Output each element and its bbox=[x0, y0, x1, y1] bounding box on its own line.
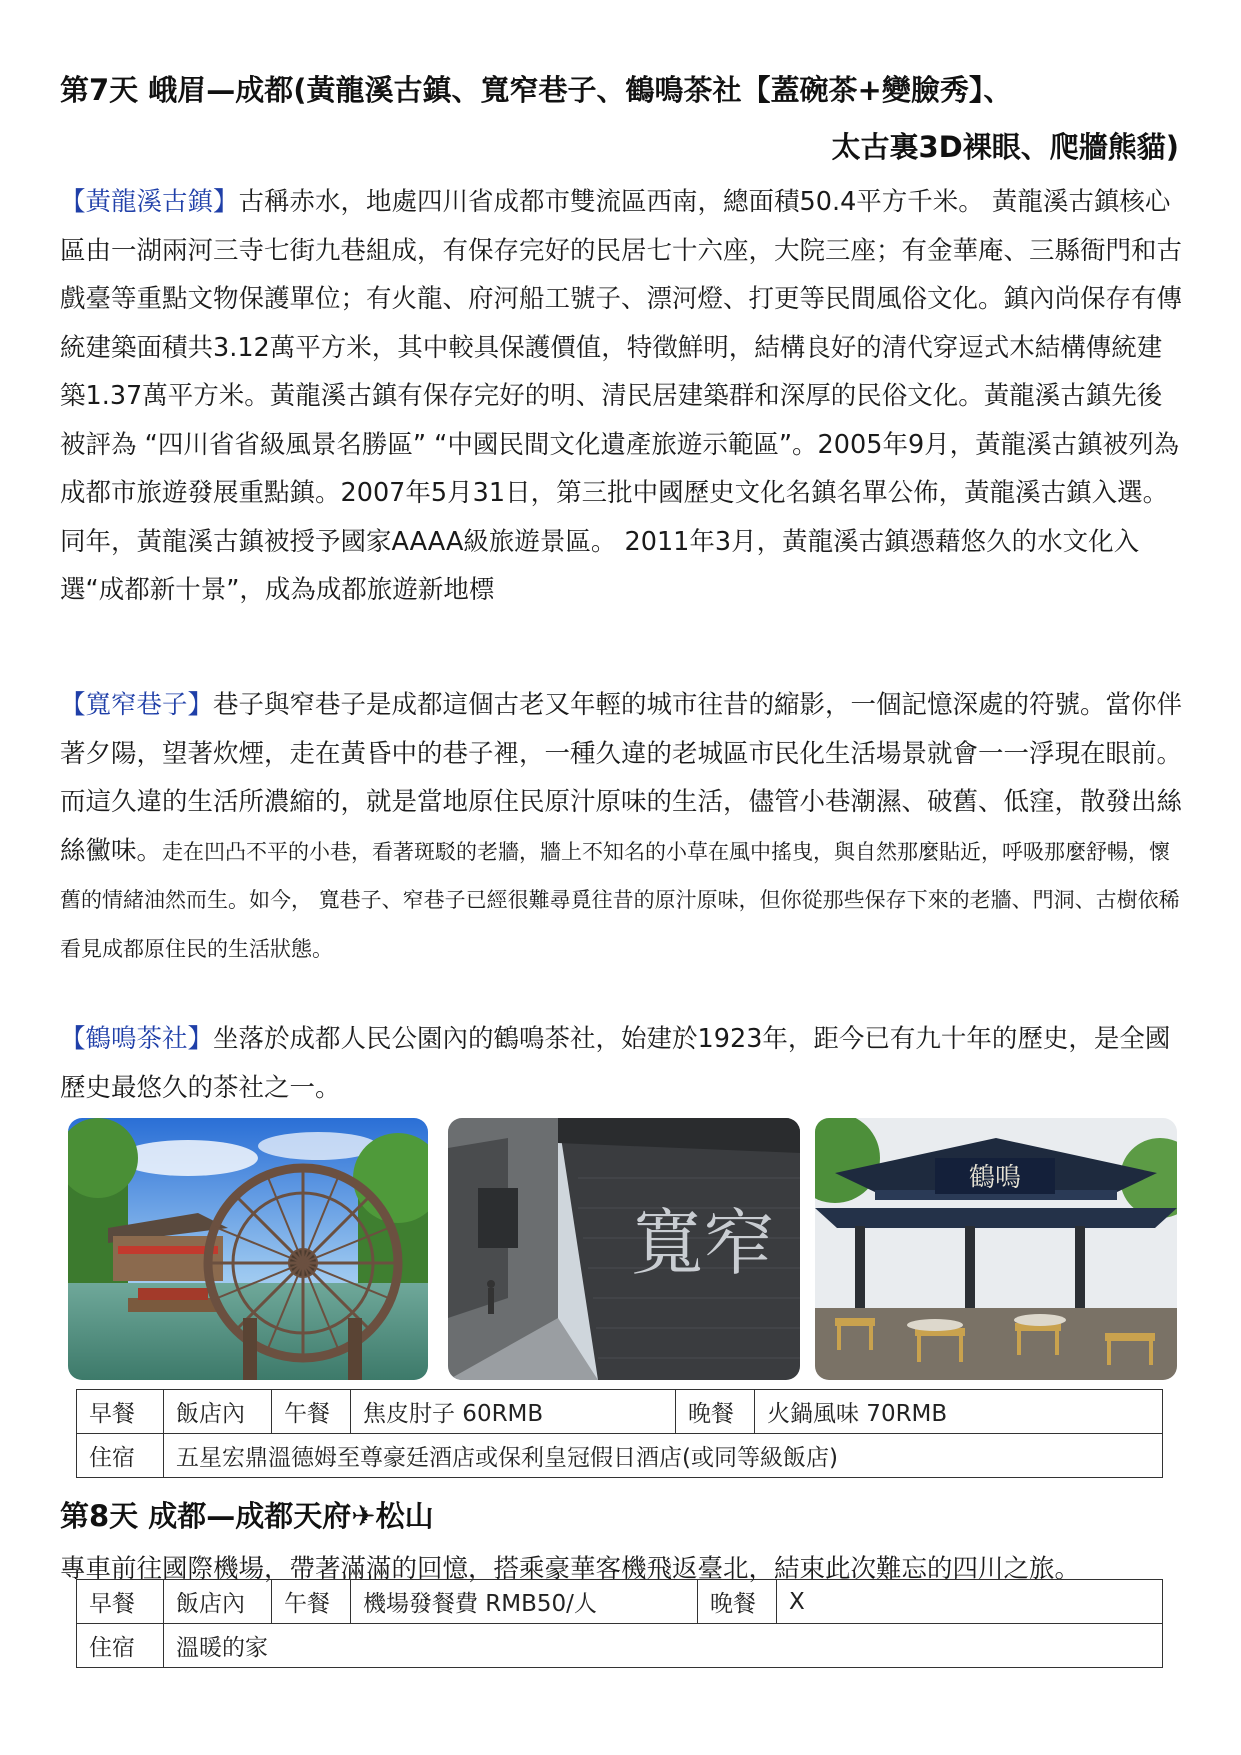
hotel-label: 住宿 bbox=[77, 1624, 164, 1668]
wall-calligraphy: 寬窄 bbox=[630, 1201, 776, 1285]
dinner-label: 晚餐 bbox=[698, 1580, 777, 1624]
lunch-label: 午餐 bbox=[272, 1390, 351, 1434]
huanglong-paragraph bbox=[60, 178, 1185, 615]
day8-paragraph: 專車前往國際機場，帶著滿滿的回憶，搭乘豪華客機飛返臺北，結束此次難忘的四川之旅。 bbox=[60, 1554, 1081, 1584]
huanglong-text: 古稱赤水，地處四川省成都市雙流區西南，總面積50.4平方千米。 黃龍溪古鎮核心區由一湖兩河三寺七街九巷組成，有保存完好的民居七十六座，大院三座；有金華庵、三縣衙門和古戲臺等重點文物保護單位；有火龍、府河船工號子、漂河燈、打更等民間風俗文化。鎮內尚保存有傳統建築面積共3.12萬平方米，其中較具保護價值，特徵鮮明，結構良好的清代穿逗式木結構傳統建築1.37萬平方米。黃龍溪古鎮有保存完好的明、清民居建築群和深厚的民俗文化。黃龍溪古鎮先後被評為 “四川省省級風景名勝區” “中國民間文化遺產旅遊示範區”。2005年9月，黃龍溪古鎮被列為成都市旅遊發展重點鎮。2007年5月31日，第三批中國歷史文化名鎮名單公佈，黃龍溪古鎮入選。 同年，黃龍溪古鎮被授予國家AAAA級旅遊景區。 2011年3月，黃龍溪古鎮憑藉悠久的水文化入選“成都新十景”，成為成都旅遊新地標 bbox=[60, 187, 1183, 605]
dinner-label: 晚餐 bbox=[676, 1390, 755, 1434]
hotel-value: 溫暖的家 bbox=[164, 1624, 1163, 1668]
table-row bbox=[77, 1434, 1163, 1478]
huanglong-tag: 【黃龍溪古鎮】 bbox=[60, 187, 239, 217]
teahouse-illustration bbox=[815, 1118, 1177, 1380]
lunch-value: 機場發餐費 RMB50/人 bbox=[351, 1580, 698, 1624]
table-row bbox=[77, 1624, 1163, 1668]
alley-illustration bbox=[448, 1118, 800, 1380]
kuanzhai-tag: 【寬窄巷子】 bbox=[60, 690, 214, 720]
kuanzhai-text-small: 走在凹凸不平的小巷，看著斑駁的老牆，牆上不知名的小草在風中搖曳，與自然那麼貼近，呼吸那麼舒暢，懷舊的情緒油然而生。如今， 寬巷子、窄巷子已經很難尋覓往昔的原汁原味，但你從那些保存下來的老牆、門洞、古樹依稀看見成都原住民的生活狀態。 bbox=[60, 839, 1180, 961]
heming-text: 坐落於成都人民公園內的鶴鳴茶社，始建於1923年，距今已有九十年的歷史，是全國歷史最悠久的茶社之一。 bbox=[60, 1024, 1171, 1103]
heming-teahouse-photo bbox=[815, 1118, 1177, 1380]
waterwheel-illustration bbox=[68, 1118, 428, 1380]
heming-paragraph bbox=[60, 1015, 1185, 1112]
table-row bbox=[77, 1390, 1163, 1434]
breakfast-value: 飯店內 bbox=[164, 1580, 272, 1624]
huanglongxi-waterwheel-photo bbox=[68, 1118, 428, 1380]
day7-title: 第7天 峨眉—成都(黃龍溪古鎮、寬窄巷子、鶴鳴茶社【蓋碗茶+變臉秀】、 bbox=[60, 73, 1013, 107]
day7-meals-table bbox=[76, 1389, 1163, 1478]
hotel-value: 五星宏鼎溫德姆至尊豪廷酒店或保利皇冠假日酒店(或同等級飯店) bbox=[164, 1434, 1163, 1478]
teahouse-sign: 鶴鳴 bbox=[968, 1163, 1022, 1193]
day8-title: 第8天 成都—成都天府✈松山 bbox=[60, 1499, 434, 1533]
hotel-label: 住宿 bbox=[77, 1434, 164, 1478]
breakfast-label: 早餐 bbox=[77, 1390, 164, 1434]
kuanzhai-text: 巷子與窄巷子是成都這個古老又年輕的城市往昔的縮影，一個記憶深處的符號。當你伴著夕陽，望著炊煙，走在黃昏中的巷子裡，一種久違的老城區市民化生活場景就會一一浮現在眼前。而這久違的生活所濃縮的，就是當地原住民原汁原味的生活，儘管小巷潮濕、破舊、低窪，散發出絲絲黴味。 bbox=[60, 690, 1183, 866]
day8-meals-table bbox=[76, 1579, 1163, 1668]
lunch-label: 午餐 bbox=[272, 1580, 351, 1624]
kuanzhai-alley-photo bbox=[448, 1118, 800, 1380]
dinner-value: 火鍋風味 70RMB bbox=[755, 1390, 1163, 1434]
lunch-value: 焦皮肘子 60RMB bbox=[351, 1390, 676, 1434]
day7-title-continued: 太古裏3D裸眼、爬牆熊貓) bbox=[831, 130, 1179, 164]
table-row bbox=[77, 1580, 1163, 1624]
breakfast-value: 飯店內 bbox=[164, 1390, 272, 1434]
breakfast-label: 早餐 bbox=[77, 1580, 164, 1624]
heming-tag: 【鶴鳴茶社】 bbox=[60, 1024, 214, 1054]
dinner-value: X bbox=[777, 1580, 1163, 1624]
kuanzhai-paragraph bbox=[60, 681, 1185, 972]
